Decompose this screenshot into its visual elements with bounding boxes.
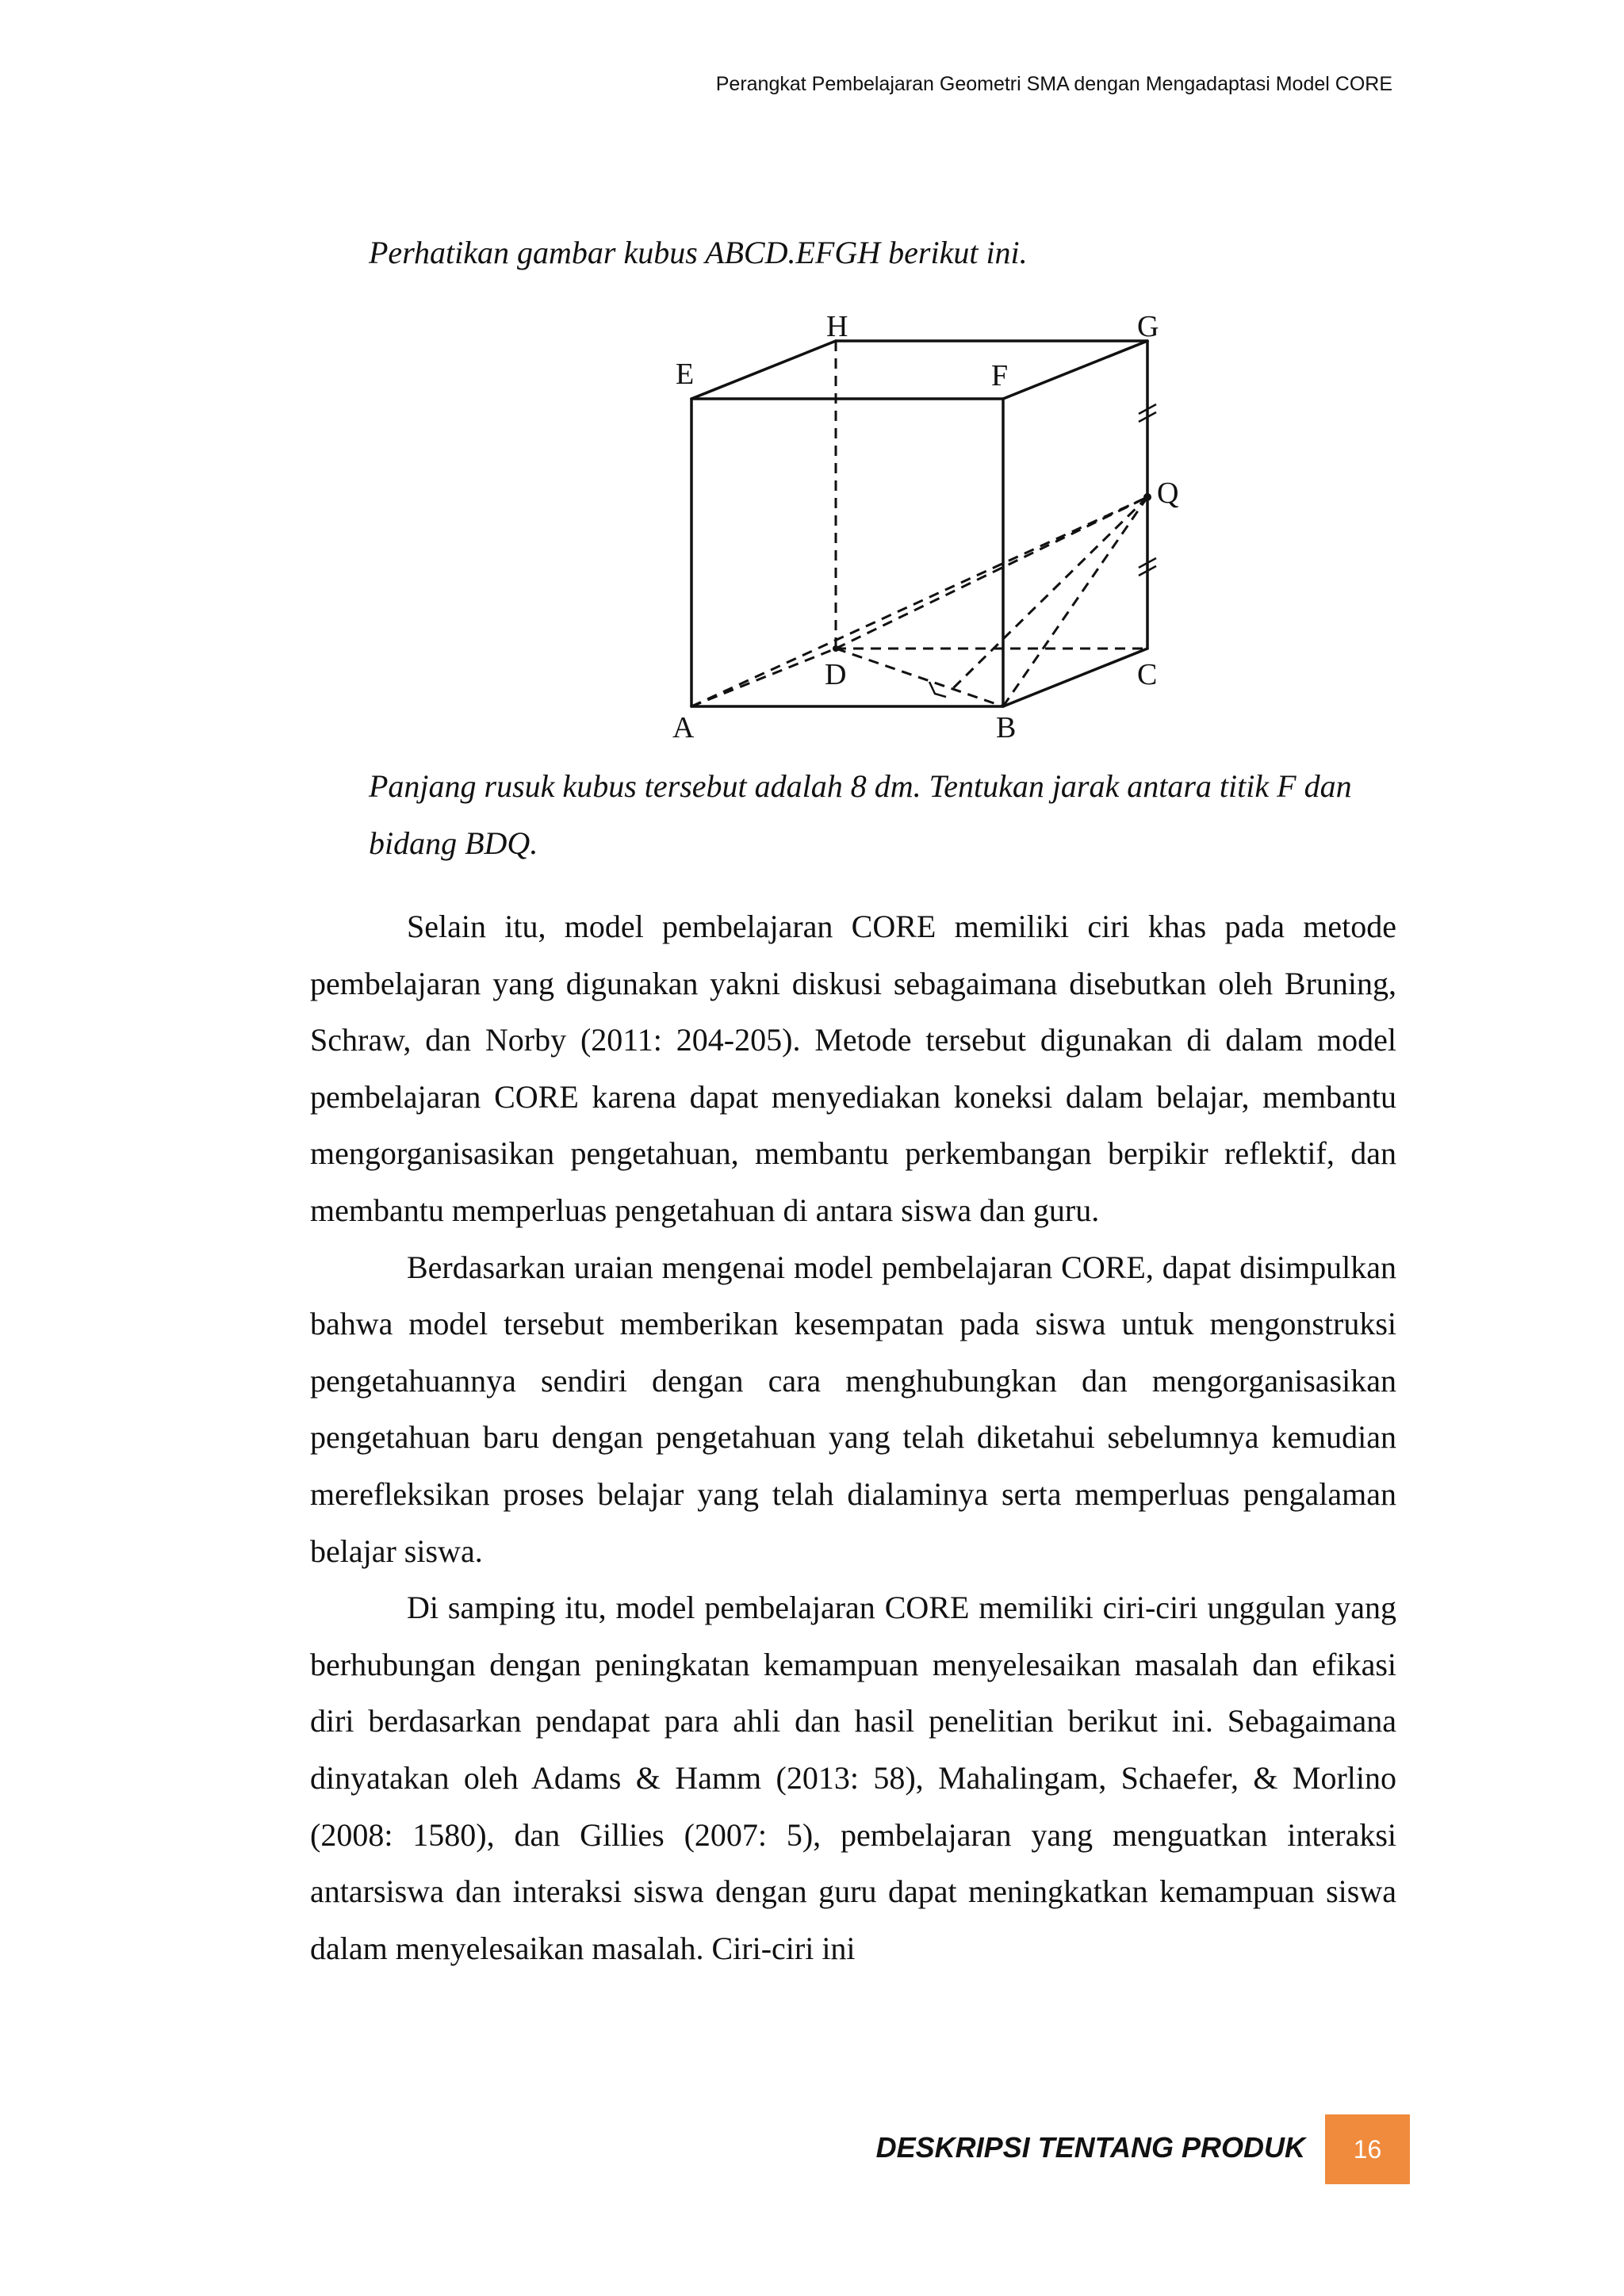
line-BQ (1003, 497, 1147, 706)
edge-FG (1003, 341, 1147, 399)
body-text (310, 898, 1396, 1976)
point-Q (1143, 493, 1151, 501)
edge-EH (691, 341, 836, 399)
page-number: 16 (1353, 2134, 1382, 2164)
line-DB (836, 649, 1003, 706)
label-G: G (1137, 310, 1159, 343)
label-E: E (676, 358, 695, 391)
label-Q: Q (1157, 476, 1179, 510)
paragraph-1: Selain itu, model pembelajaran CORE memiliki ciri khas pada metode pembelajaran yang digunakan yakni diskusi sebagaimana disebutkan oleh Bruning, Schraw, dan Norby (2011: 204-205). Metode tersebut digunakan di dalam model pembelajaran CORE karena dapat menyediakan koneksi dalam belajar, membantu mengorganisasikan pengetahuan, membantu perkembangan berpikir reflektif, dan membantu memperluas pengetahuan di antara siswa dan guru. (310, 909, 1396, 1228)
footer-section-label: DESKRIPSI TENTANG PRODUK (875, 2131, 1305, 2164)
paragraph-2: Berdasarkan uraian mengenai model pembelajaran CORE, dapat disimpulkan bahwa model tersebut memberikan kesempatan pada siswa untuk mengonstruksi pengetahuannya sendiri dengan cara menghubungkan dan mengorganisasikan pengetahuan baru dengan pengetahuan yang telah diketahui sebelumnya kemudian merefleksikan proses belajar yang telah dialaminya serta memperluas pengalaman belajar siswa. (310, 1249, 1396, 1569)
problem-intro: Perhatikan gambar kubus ABCD.EFGH berikut ini. (369, 235, 1028, 270)
problem-question-line1: Panjang rusuk kubus tersebut adalah 8 dm. Tentukan jarak antara titik F dan (369, 768, 1352, 804)
label-F: F (991, 359, 1009, 392)
point-D (833, 645, 839, 652)
label-H: H (826, 310, 848, 343)
problem-question-line2: bidang BDQ. (369, 825, 538, 861)
line-DQ (836, 497, 1147, 649)
running-header: Perangkat Pembelajaran Geometri SMA dengan Mengadaptasi Model CORE (715, 73, 1392, 95)
label-D: D (825, 658, 847, 691)
edge-BC (1003, 649, 1147, 706)
page-number-box (1325, 2114, 1410, 2184)
label-B: B (996, 711, 1017, 744)
paragraph-3: Di samping itu, model pembelajaran CORE memiliki ciri-ciri unggulan yang berhubungan dengan peningkatan kemampuan menyelesaikan masalah dan efikasi diri berdasarkan pendapat para ahli dan hasil penelitian berikut ini. Sebagaimana dinyatakan oleh Adams & Hamm (2013: 58), Mahalingam, Schaefer, & Morlino (2008: 1580), dan Gillies (2007: 5), pembelajaran yang menguatkan interaksi antarsiswa dan interaksi siswa dengan guru dapat meningkatkan kemampuan siswa dalam menyelesaikan masalah. Ciri-ciri ini (310, 1590, 1396, 1966)
label-A: A (672, 711, 695, 744)
label-C: C (1137, 658, 1158, 691)
problem-question (369, 758, 1396, 872)
